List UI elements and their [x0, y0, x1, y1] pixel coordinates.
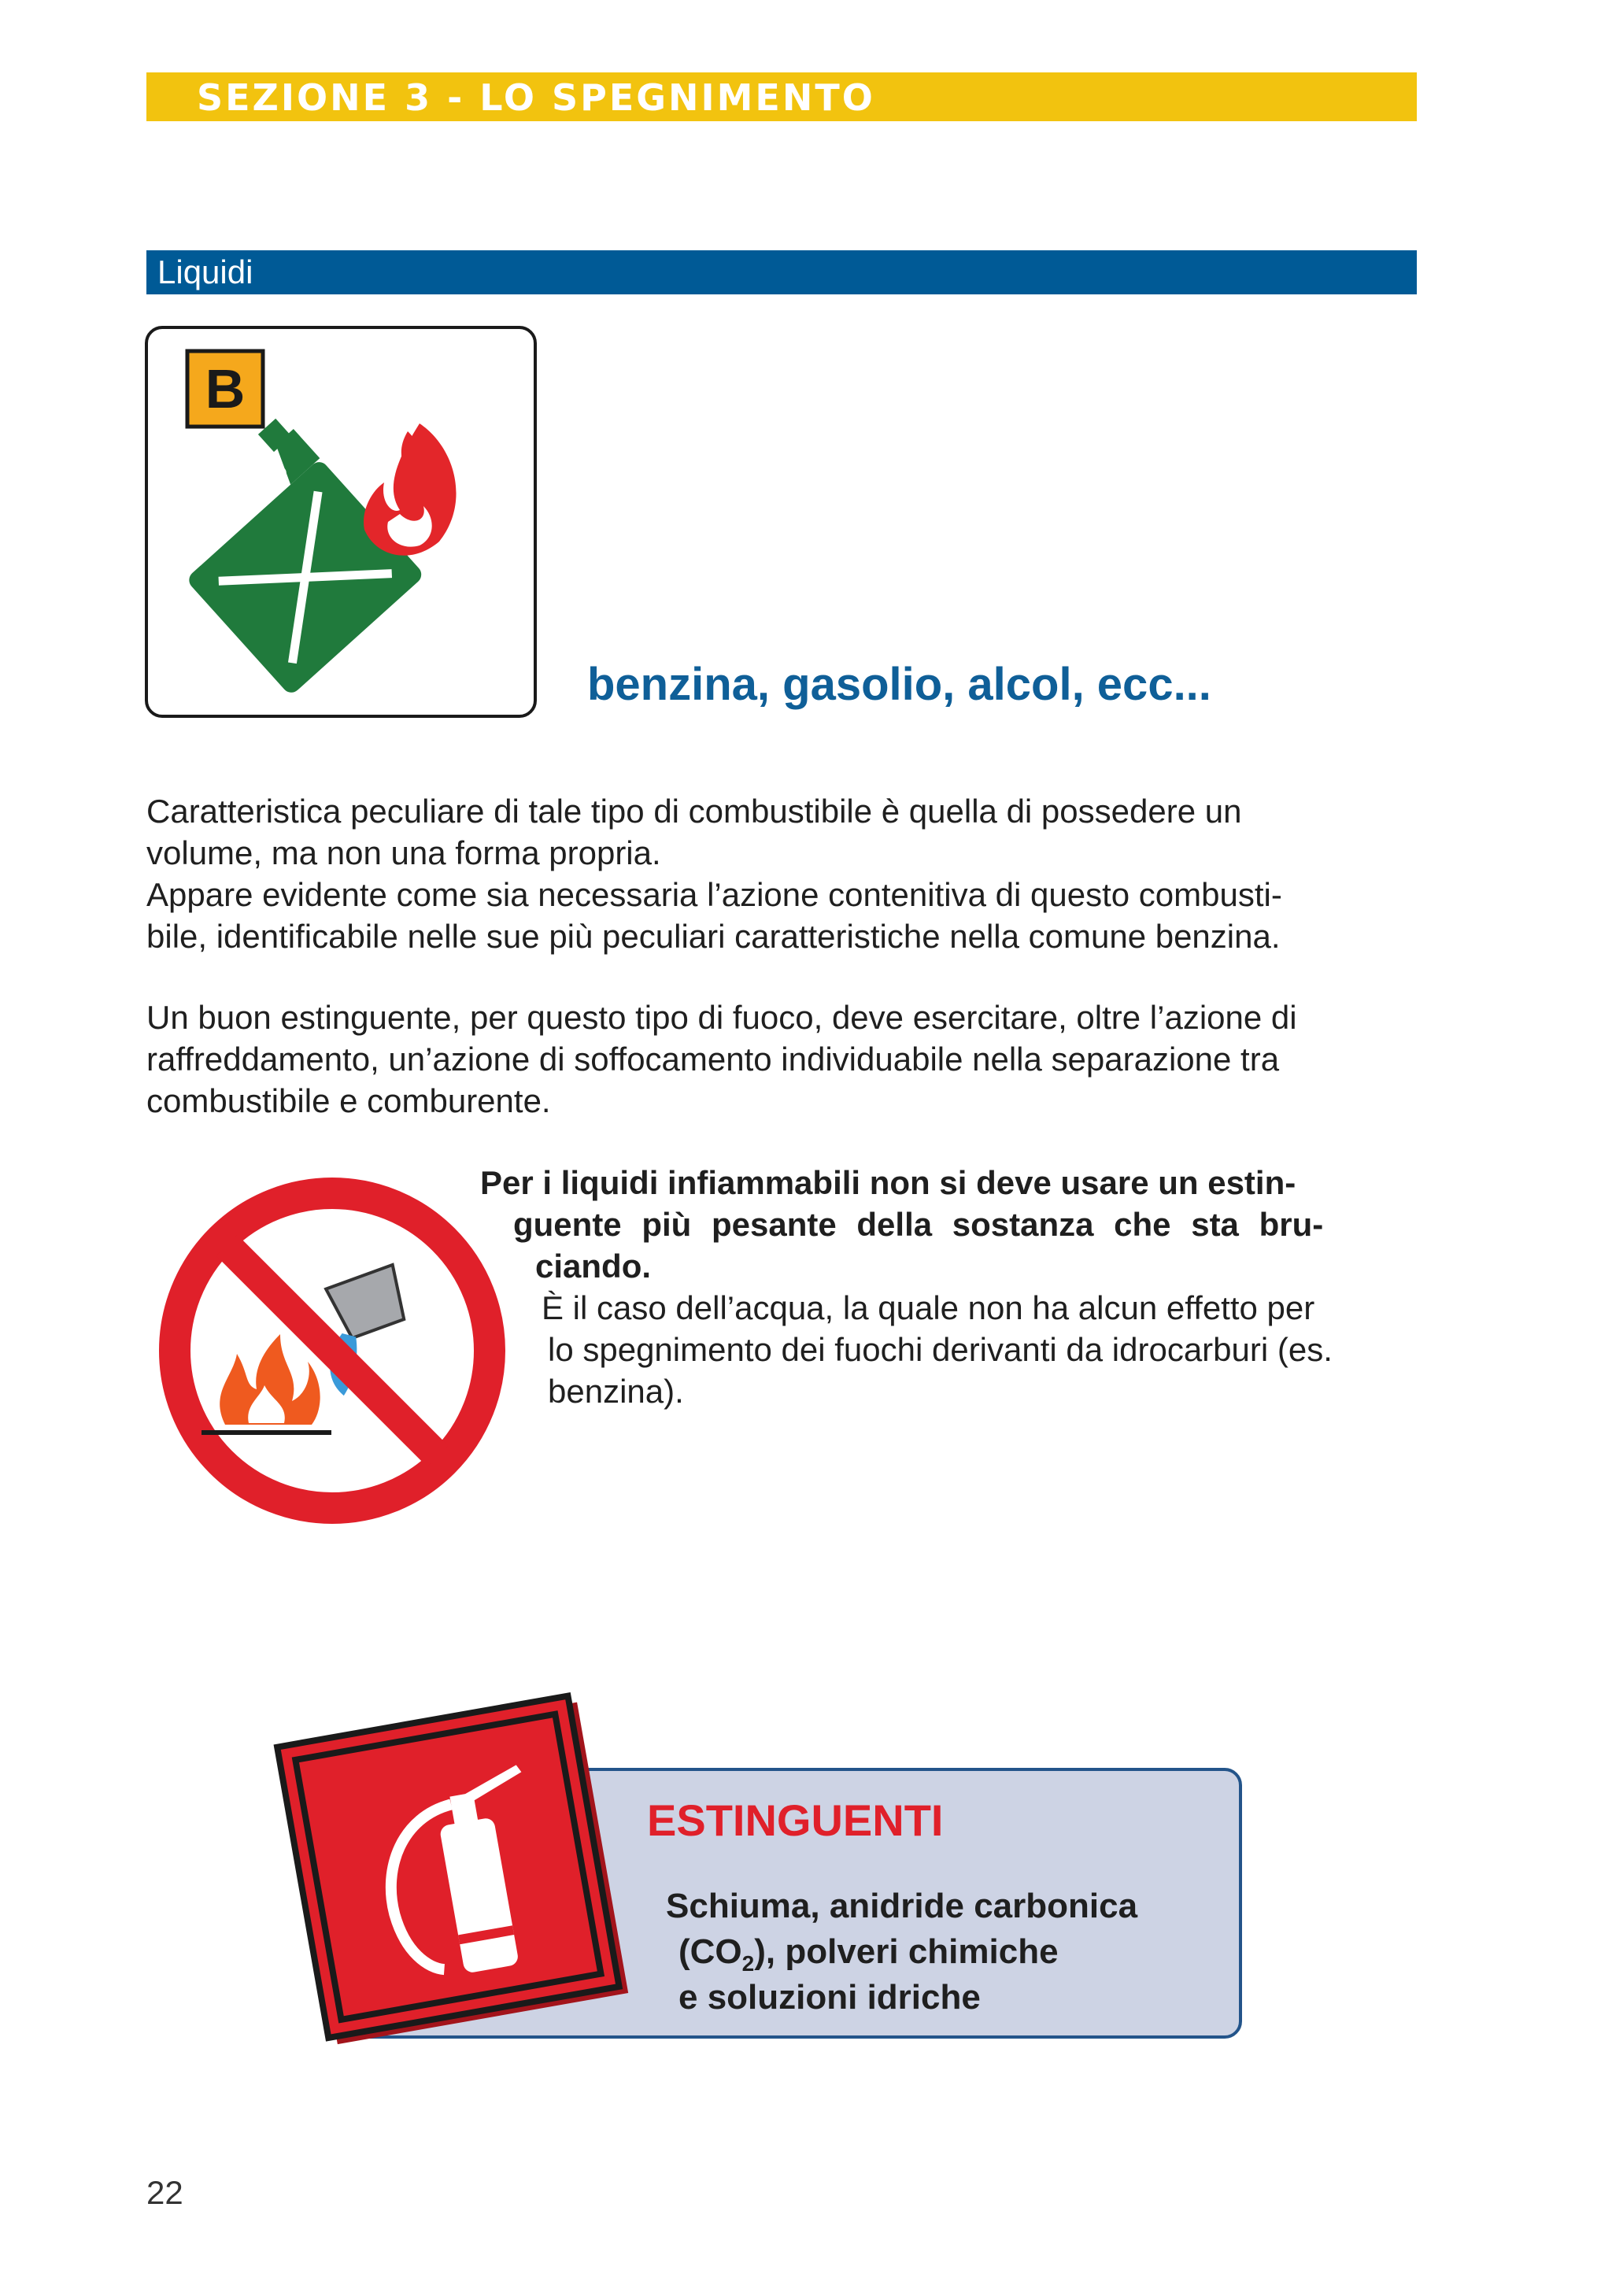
extinguisher-line: Schiuma, anidride carbonica	[666, 1887, 1138, 1925]
subsection-header	[146, 250, 1417, 294]
fire-class-b-pictogram	[145, 326, 537, 718]
paragraph-line: Caratteristica peculiare di tale tipo di combustibile è quella di possedere un	[146, 793, 1242, 830]
page-number: 22	[146, 2174, 183, 2211]
warning-bold-line: guente più pesante della sostanza che sta bru-	[513, 1206, 1324, 1243]
extinguisher-line: e soluzioni idriche	[678, 1978, 981, 2017]
warning-bold-line: ciando.	[535, 1248, 652, 1285]
co2-subscript: 2	[741, 1950, 755, 1976]
fuel-examples-heading: benzina, gasolio, alcol, ecc...	[587, 659, 1211, 710]
paragraph-line: volume, ma non una forma propria.	[146, 834, 661, 871]
co2-suffix: ), polveri chimiche	[754, 1932, 1059, 1971]
co2-prefix: (CO	[678, 1932, 742, 1971]
no-water-on-fire-icon	[154, 1173, 510, 1529]
warning-line: È il caso dell’acqua, la quale non ha alcun effetto per	[542, 1289, 1315, 1326]
paragraph-line: bile, identificabile nelle sue più peculiari caratteristiche nella comune benzina.	[146, 918, 1281, 955]
extinguishers-title: ESTINGUENTI	[647, 1795, 944, 1845]
paragraph-line: combustibile e comburente.	[146, 1082, 551, 1119]
warning-line: lo spegnimento dei fuochi derivanti da idrocarburi (es.	[548, 1331, 1333, 1368]
warning-bold-line: Per i liquidi infiammabili non si deve usare un estin-	[480, 1164, 1296, 1201]
paragraph-extinguisher-action	[146, 996, 1417, 1122]
water-warning-text	[472, 1162, 1417, 1412]
paragraph-line: raffreddamento, un’azione di soffocamento individuabile nella separazione tra	[146, 1041, 1280, 1078]
class-letter: B	[205, 358, 246, 420]
section-header	[146, 72, 1417, 121]
section-title: SEZIONE 3 - LO SPEGNIMENTO	[197, 76, 875, 119]
paragraph-liquid-properties	[146, 790, 1417, 957]
paragraph-line: Appare evidente come sia necessaria l’azione contenitiva di questo combusti-	[146, 876, 1282, 913]
warning-line: benzina).	[548, 1373, 684, 1410]
fuel-can-fire-icon	[148, 329, 534, 715]
fire-extinguisher-icon	[266, 1686, 652, 2056]
subsection-title: Liquidi	[157, 253, 253, 290]
paragraph-line: Un buon estinguente, per questo tipo di fuoco, deve esercitare, oltre l’azione di	[146, 999, 1297, 1036]
